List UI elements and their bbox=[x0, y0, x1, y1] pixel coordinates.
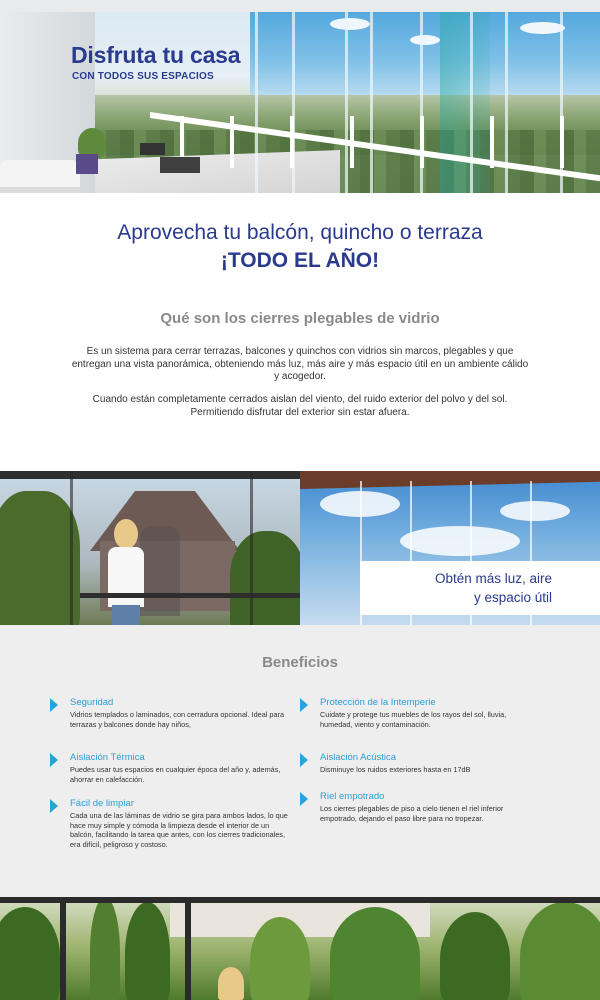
triangle-bullet-icon bbox=[50, 753, 58, 767]
benefit-title: Aislación Térmica bbox=[70, 752, 145, 763]
hero-table bbox=[140, 143, 165, 155]
window-frame bbox=[185, 897, 191, 1000]
tree bbox=[520, 902, 600, 1000]
headline: Aprovecha tu balcón, quincho o terraza bbox=[117, 221, 483, 244]
photo-garden bbox=[0, 897, 600, 1000]
cloud bbox=[400, 526, 520, 556]
benefit-text: Cuidate y protege tus muebles de los rayos del sol, lluvia, humedad, viento y contaminación. bbox=[320, 710, 507, 729]
benefit-item bbox=[320, 697, 540, 729]
promo-card-line-1: Obtén más luz, aire bbox=[434, 571, 552, 586]
benefits-title: Beneficios bbox=[262, 654, 338, 671]
benefit-item bbox=[320, 752, 540, 775]
benefit-text: Vidrios templados o laminados, con cerradura opcional. Ideal para terrazas y balcones donde hay niños, bbox=[70, 710, 285, 729]
woman-figure bbox=[108, 519, 144, 625]
benefit-text: Cada una de las láminas de vidrio se gira para ambos lados, lo que hace muy simple y cómoda la limpieza desde el interior de un balcón, facilitando la tarea que antes, con los cierres tradicionales, era difícil, peligroso y costoso. bbox=[70, 811, 288, 849]
benefit-title: Protección de la Intemperie bbox=[320, 697, 436, 708]
what-paragraph-1: Es un sistema para cerrar terrazas, balcones y quinchos con vidrios sin marcos, plegables y que entregan una vista panorámica, obteniendo más luz, más aire y más espacio útil en un ambiente cálido y acogedor. bbox=[71, 346, 529, 382]
tree bbox=[440, 912, 510, 1000]
triangle-bullet-icon bbox=[50, 698, 58, 712]
hero-sofa bbox=[0, 160, 80, 193]
triangle-bullet-icon bbox=[300, 753, 308, 767]
tree bbox=[250, 917, 310, 1000]
person-head bbox=[218, 967, 244, 1000]
window-frame bbox=[70, 471, 73, 625]
benefit-item bbox=[70, 697, 290, 729]
triangle-bullet-icon bbox=[50, 799, 58, 813]
ceiling-beam bbox=[0, 471, 300, 479]
section-title-what: Qué son los cierres plegables de vidrio bbox=[160, 310, 440, 327]
hero-ceiling bbox=[0, 0, 600, 12]
benefit-text: Puedes usar tus espacios en cualquier época del año y, además, ahorrar en calefacción. bbox=[70, 765, 281, 784]
promo-card-line-2: y espacio útil bbox=[473, 590, 552, 605]
benefit-title: Fácil de limpiar bbox=[70, 798, 134, 809]
benefit-title: Seguridad bbox=[70, 697, 114, 708]
benefit-text: Disminuye los ruidos exteriores hasta en 17dB bbox=[320, 765, 471, 774]
cloud bbox=[500, 501, 570, 521]
tree bbox=[230, 531, 300, 625]
tree bbox=[90, 897, 120, 1000]
photo-woman-balcony bbox=[0, 471, 300, 625]
benefit-item bbox=[70, 798, 290, 849]
hero-title: Disfruta tu casa bbox=[71, 42, 241, 68]
roof-eave bbox=[300, 471, 600, 489]
hero-pot bbox=[76, 154, 98, 174]
benefit-item bbox=[320, 791, 540, 823]
hero-table bbox=[160, 157, 200, 173]
benefit-title: Riel empotrado bbox=[320, 791, 385, 802]
balcony-rail bbox=[80, 593, 300, 598]
cloud bbox=[520, 22, 565, 34]
photo-sky-glass bbox=[300, 471, 600, 625]
cloud bbox=[330, 18, 370, 30]
hero-subtitle: CON TODOS SUS ESPACIOS bbox=[72, 71, 214, 82]
cloud bbox=[410, 35, 440, 45]
hero-railing bbox=[150, 112, 600, 172]
window-frame bbox=[60, 897, 66, 1000]
tree bbox=[0, 907, 60, 1000]
what-paragraph-2: Cuando están completamente cerrados aislan del viento, del ruido exterior del polvo y del sol. Permitiendo disfrutar del exterior sin estar afuera. bbox=[92, 394, 508, 418]
tree bbox=[0, 491, 80, 625]
frame-top bbox=[0, 897, 600, 903]
headline-emphasis: ¡TODO EL AÑO! bbox=[220, 249, 380, 272]
benefit-text: Los cierres plegables de piso a cielo tienen el riel inferior empotrado, dejando el paso libre para no tropezar. bbox=[320, 804, 504, 823]
benefit-title: Aislación Acústica bbox=[320, 752, 397, 763]
tree bbox=[125, 902, 170, 1000]
hero-banner bbox=[0, 0, 600, 193]
glass-reflection bbox=[140, 526, 180, 616]
window-frame bbox=[250, 471, 253, 625]
hero-sky bbox=[250, 0, 600, 110]
triangle-bullet-icon bbox=[300, 698, 308, 712]
tree bbox=[330, 907, 420, 1000]
benefit-item bbox=[70, 752, 290, 784]
promo-card bbox=[360, 561, 600, 615]
triangle-bullet-icon bbox=[300, 792, 308, 806]
